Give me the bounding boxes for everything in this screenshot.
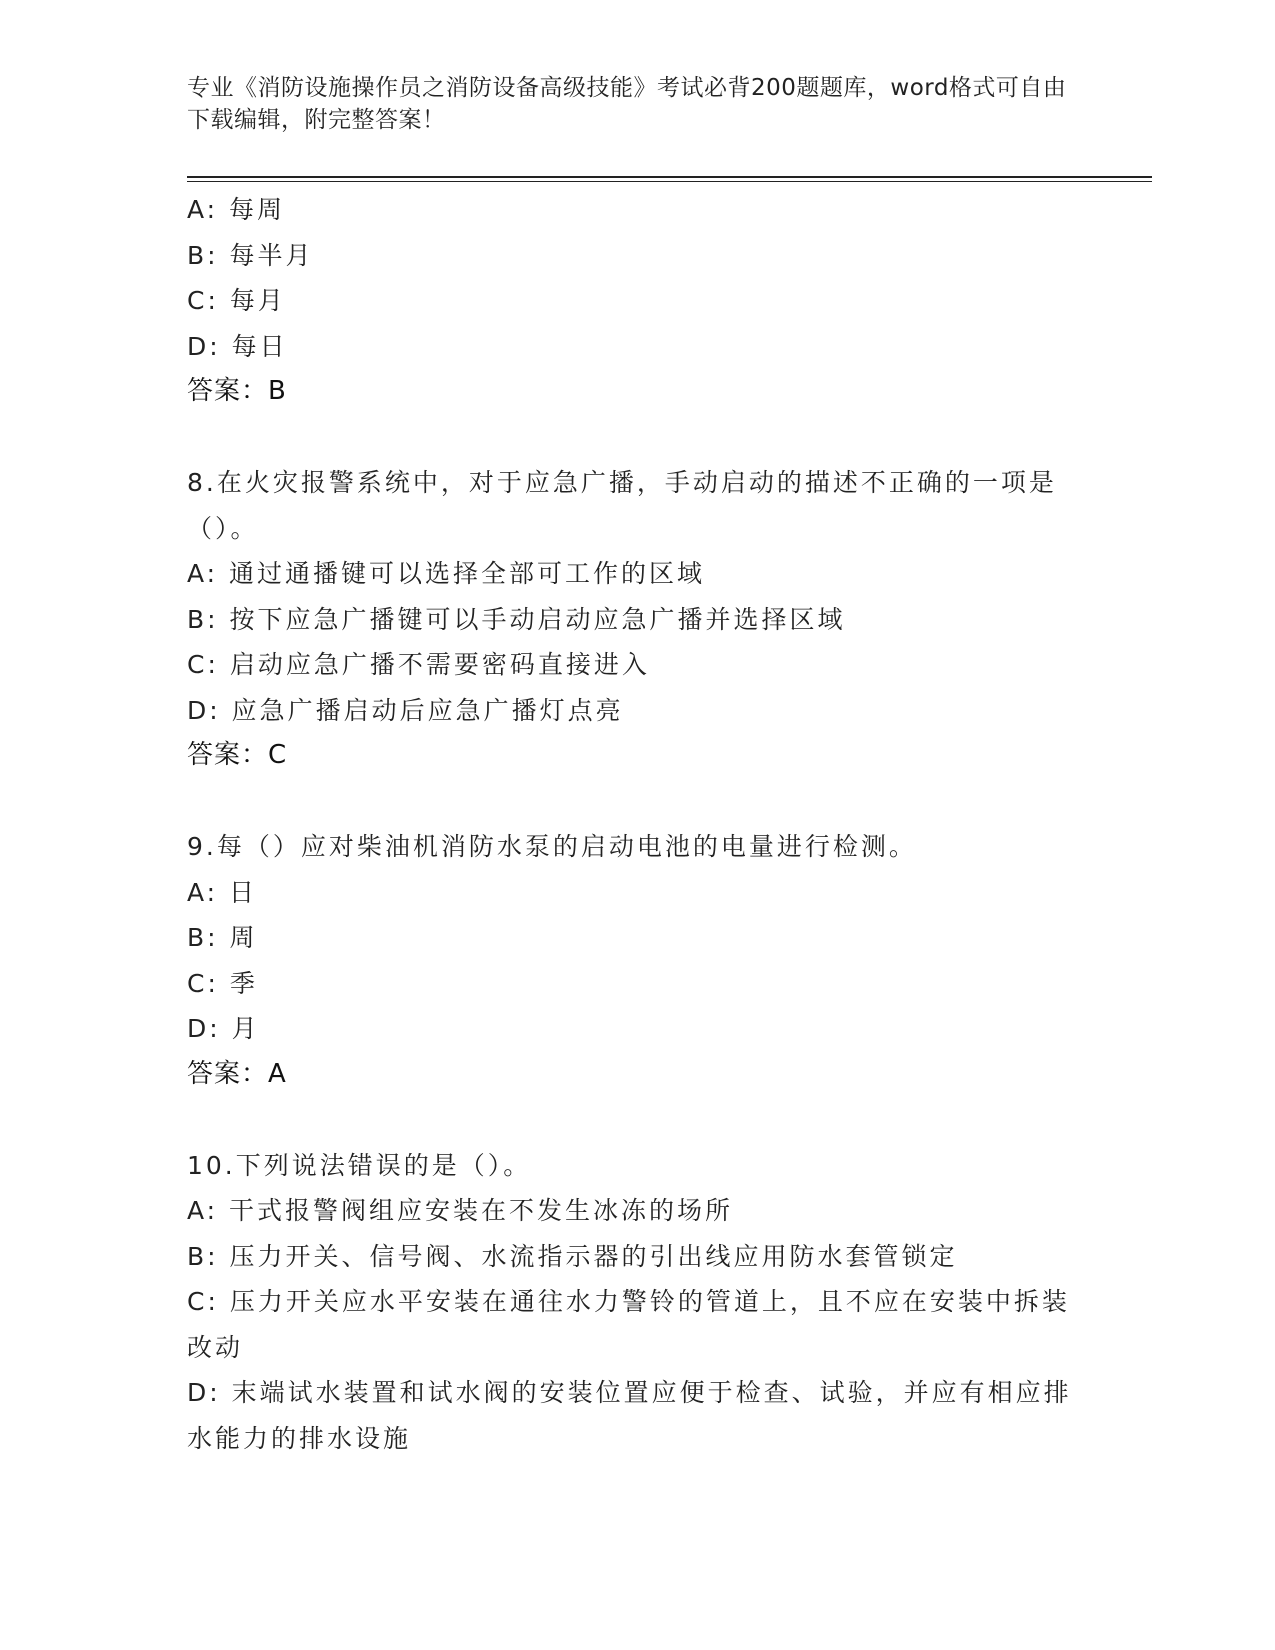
option-d: D: 月 <box>187 1014 260 1043</box>
option-c: C: 启动应急广播不需要密码直接进入 <box>187 650 650 679</box>
question-text: 9.每（）应对柴油机消防水泵的启动电池的电量进行检测。 <box>187 832 917 861</box>
question-block <box>187 187 1087 415</box>
answer-line: 答案：B <box>187 376 287 406</box>
document-header: 专业《消防设施操作员之消防设备高级技能》考试必背200题题库，word格式可自由下载编辑，附完整答案！ <box>187 75 1067 133</box>
option-c: C: 每月 <box>187 286 286 315</box>
option-a: A: 干式报警阀组应安装在不发生冰冻的场所 <box>187 1196 734 1225</box>
option-c: C: 压力开关应水平安装在通往水力警铃的管道上，且不应在安装中拆装改动 <box>187 1287 1070 1362</box>
option-a: A: 通过通播键可以选择全部可工作的区域 <box>187 559 706 588</box>
header-divider <box>187 176 1152 178</box>
option-b: B: 每半月 <box>187 240 314 270</box>
answer-line: 答案：A <box>187 1058 287 1089</box>
question-list <box>187 187 1087 1461</box>
option-b: B: 按下应急广播键可以手动启动应急广播并选择区域 <box>187 604 846 634</box>
answer-line: 答案：C <box>187 740 288 770</box>
option-c: C: 季 <box>187 968 258 998</box>
option-b: B: 压力开关、信号阀、水流指示器的引出线应用防水套管锁定 <box>187 1241 958 1271</box>
option-a: A: 每周 <box>187 195 286 224</box>
question-block <box>187 460 1087 779</box>
option-d: D: 末端试水装置和试水阀的安装位置应便于检查、试验，并应有相应排水能力的排水设施 <box>187 1378 1072 1453</box>
option-b: B: 周 <box>187 923 258 952</box>
header-divider-thin <box>187 181 1152 182</box>
option-d: D: 每日 <box>187 331 288 361</box>
question-text: 8.在火灾报警系统中，对于应急广播，手动启动的描述不正确的一项是（）。 <box>187 468 1057 543</box>
option-d: D: 应急广播启动后应急广播灯点亮 <box>187 695 624 725</box>
question-block <box>187 824 1087 1097</box>
question-text: 10.下列说法错误的是（）。 <box>187 1150 532 1180</box>
option-a: A: 日 <box>187 877 258 907</box>
question-block <box>187 1143 1087 1462</box>
